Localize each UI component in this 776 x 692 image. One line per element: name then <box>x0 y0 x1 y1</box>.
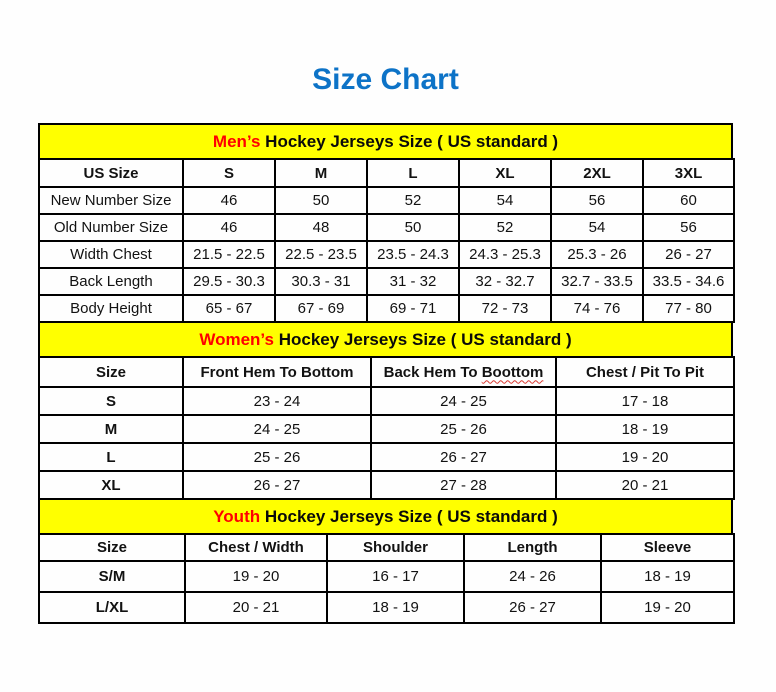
womens-sizes-table <box>38 356 735 500</box>
size-value-cell: 74 - 76 <box>551 295 643 322</box>
banner-text: Hockey Jerseys Size ( US standard ) <box>273 330 572 349</box>
size-value-cell: 22.5 - 23.5 <box>275 241 367 268</box>
womens-sizes-section <box>38 321 733 500</box>
mens-sizes-section <box>38 123 733 323</box>
size-value-cell: 48 <box>275 214 367 241</box>
size-value-cell: 67 - 69 <box>275 295 367 322</box>
table-row <box>39 295 734 322</box>
row-label: New Number Size <box>39 187 183 214</box>
column-header: M <box>275 159 367 187</box>
row-label: S <box>39 387 183 415</box>
column-header: S <box>183 159 275 187</box>
size-value-cell: 33.5 - 34.6 <box>643 268 734 295</box>
size-value-cell: 50 <box>367 214 459 241</box>
table-row <box>39 415 734 443</box>
youth-sizes-table <box>38 533 735 624</box>
column-header: US Size <box>39 159 183 187</box>
misspelled-word: Boottom <box>481 363 544 381</box>
column-header: Length <box>464 534 601 561</box>
column-header: Chest / Width <box>185 534 327 561</box>
row-label: Old Number Size <box>39 214 183 241</box>
table-row <box>39 592 734 623</box>
size-value-cell: 26 - 27 <box>183 471 371 499</box>
size-value-cell: 54 <box>459 187 551 214</box>
banner-accent-text: Men’s <box>212 132 261 151</box>
banner-text: Hockey Jerseys Size ( US standard ) <box>260 132 559 151</box>
banner-accent-text: Women’s <box>199 330 274 349</box>
size-value-cell: 26 - 27 <box>643 241 734 268</box>
size-value-cell: 65 - 67 <box>183 295 275 322</box>
row-label: S/M <box>39 561 185 592</box>
table-row <box>39 471 734 499</box>
column-header: 3XL <box>643 159 734 187</box>
column-header: Size <box>39 534 185 561</box>
row-label: XL <box>39 471 183 499</box>
size-value-cell: 16 - 17 <box>327 561 464 592</box>
size-value-cell: 69 - 71 <box>367 295 459 322</box>
table-row <box>39 241 734 268</box>
size-value-cell: 24 - 26 <box>464 561 601 592</box>
row-label: M <box>39 415 183 443</box>
youth-sizes-banner <box>38 498 733 535</box>
size-value-cell: 32.7 - 33.5 <box>551 268 643 295</box>
table-row <box>39 214 734 241</box>
size-value-cell: 24.3 - 25.3 <box>459 241 551 268</box>
table-row <box>39 187 734 214</box>
mens-sizes-table <box>38 158 735 323</box>
size-value-cell: 17 - 18 <box>556 387 734 415</box>
size-value-cell: 18 - 19 <box>327 592 464 623</box>
size-value-cell: 46 <box>183 187 275 214</box>
table-row <box>39 561 734 592</box>
mens-sizes-banner <box>38 123 733 160</box>
size-value-cell: 19 - 20 <box>556 443 734 471</box>
row-label: Back Length <box>39 268 183 295</box>
size-value-cell: 18 - 19 <box>556 415 734 443</box>
size-value-cell: 77 - 80 <box>643 295 734 322</box>
size-value-cell: 50 <box>275 187 367 214</box>
size-value-cell: 25.3 - 26 <box>551 241 643 268</box>
column-header: 2XL <box>551 159 643 187</box>
table-row <box>39 443 734 471</box>
row-label: L <box>39 443 183 471</box>
size-value-cell: 30.3 - 31 <box>275 268 367 295</box>
column-header-text: Back Hem To <box>383 363 482 381</box>
row-label: Width Chest <box>39 241 183 268</box>
womens-sizes-banner <box>38 321 733 358</box>
size-value-cell: 26 - 27 <box>464 592 601 623</box>
size-value-cell: 20 - 21 <box>556 471 734 499</box>
size-value-cell: 23.5 - 24.3 <box>367 241 459 268</box>
banner-accent-text: Youth <box>213 507 261 526</box>
column-header: Chest / Pit To Pit <box>556 357 734 387</box>
size-value-cell: 46 <box>183 214 275 241</box>
page-title: Size Chart <box>312 63 459 96</box>
size-value-cell: 19 - 20 <box>185 561 327 592</box>
column-header <box>371 357 556 387</box>
size-value-cell: 56 <box>643 214 734 241</box>
size-value-cell: 27 - 28 <box>371 471 556 499</box>
size-tables <box>38 123 733 624</box>
row-label: L/XL <box>39 592 185 623</box>
table-row <box>39 268 734 295</box>
column-header: Front Hem To Bottom <box>183 357 371 387</box>
size-value-cell: 52 <box>367 187 459 214</box>
size-value-cell: 19 - 20 <box>601 592 734 623</box>
size-value-cell: 60 <box>643 187 734 214</box>
size-value-cell: 29.5 - 30.3 <box>183 268 275 295</box>
size-value-cell: 18 - 19 <box>601 561 734 592</box>
size-value-cell: 32 - 32.7 <box>459 268 551 295</box>
size-value-cell: 23 - 24 <box>183 387 371 415</box>
column-header: Size <box>39 357 183 387</box>
size-value-cell: 25 - 26 <box>183 443 371 471</box>
banner-text: Hockey Jerseys Size ( US standard ) <box>260 507 558 526</box>
size-value-cell: 72 - 73 <box>459 295 551 322</box>
youth-sizes-section <box>38 498 733 624</box>
column-header: XL <box>459 159 551 187</box>
size-value-cell: 54 <box>551 214 643 241</box>
size-value-cell: 25 - 26 <box>371 415 556 443</box>
size-value-cell: 20 - 21 <box>185 592 327 623</box>
size-value-cell: 56 <box>551 187 643 214</box>
size-value-cell: 26 - 27 <box>371 443 556 471</box>
column-header: Sleeve <box>601 534 734 561</box>
column-header: Shoulder <box>327 534 464 561</box>
column-header: L <box>367 159 459 187</box>
size-value-cell: 52 <box>459 214 551 241</box>
row-label: Body Height <box>39 295 183 322</box>
size-value-cell: 21.5 - 22.5 <box>183 241 275 268</box>
size-value-cell: 31 - 32 <box>367 268 459 295</box>
size-value-cell: 24 - 25 <box>183 415 371 443</box>
size-value-cell: 24 - 25 <box>371 387 556 415</box>
table-row <box>39 387 734 415</box>
